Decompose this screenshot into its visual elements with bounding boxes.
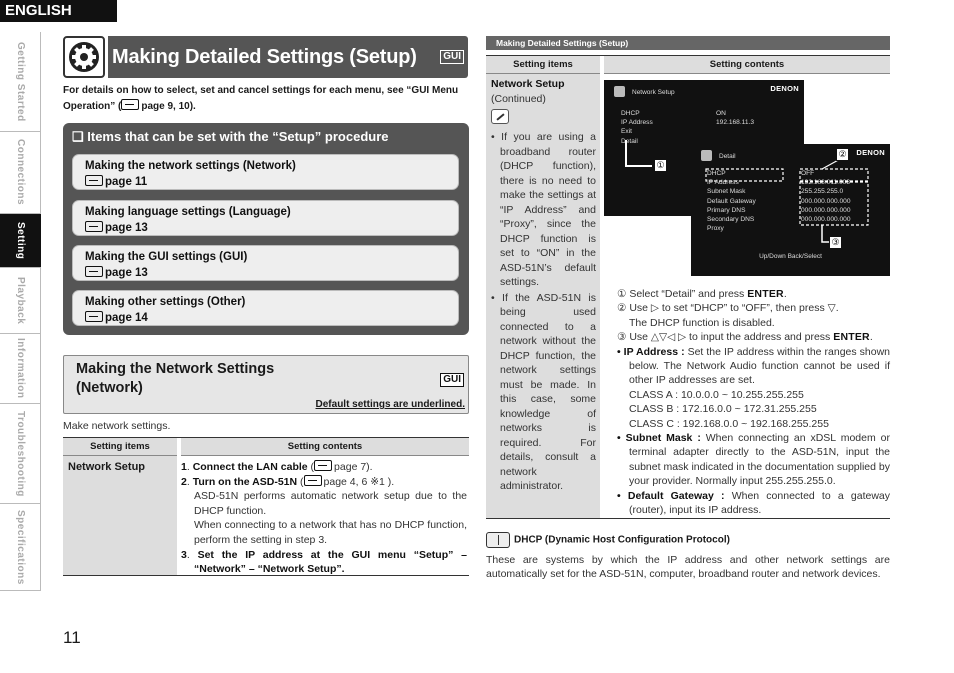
detail-screen: Detail DENON DHCP OFF IP Address 192.168.011.003 Subnet Mask 255.255.255.0 Default Gateway 000.000.000.000 Primary DNS 000.000.000.000 Secondary DNS 000.000.000.000 Proxy Up/Down Back/Select [691, 144, 890, 276]
page-title-bar [108, 36, 468, 78]
network-setup-screen: Network Setup DENON DHCP ON IP Address 192.168.11.3 Exit Detail [604, 80, 804, 216]
page-reference-icon [85, 221, 103, 232]
menu-row[interactable]: Secondary DNS 000.000.000.000 [707, 216, 851, 224]
section-subtitle: (Network) [76, 380, 143, 396]
setup-items-panel [63, 123, 469, 335]
brand-logo: DENON [770, 84, 799, 93]
procedure-steps: ① Select “Detail” and press ENTER. ② Use ▷ to set “DHCP” to “OFF”, then press ▽. The DHCP function is disabled. ③ Use △▽◁ ▷ to input the address and press ENTER. • IP Address : Set the IP address within the ranges shown below. The Network Audio function cannot be used if other IP addresses are set. CLASS A : 10.0.0.0 ~ 10.255.255.255 CLASS B : 172.16.0.0 ~ 172.31.255.255 CLASS C : 192.168.0.0 ~ 192.168.255.255 • Subnet Mask : When connecting an xDSL modem or terminal adapter directly to the ASD-51N, input the subnet mask indicated in the documentation supplied by your provider. Normally input 255.255.255.0. • Default Gateway : When connected to a gateway (router), input its IP address. [617, 288, 890, 517]
book-icon [486, 532, 510, 548]
page-reference-icon [85, 266, 103, 277]
item-language-link[interactable]: Making language settings (Language) page 13 [72, 200, 459, 236]
page-title: Making Detailed Settings (Setup) [112, 45, 417, 68]
side-tab-setting[interactable]: Setting [0, 214, 41, 268]
table-header-contents: Setting contents [604, 56, 890, 74]
defaults-note: Default settings are underlined. [315, 399, 465, 410]
callout-3: ③ [829, 236, 842, 249]
dhcp-body: These are systems by which the IP address and other network settings are automatically set for the ASD-51N, computer, broadband router and network devices. [486, 554, 890, 581]
callout-frames [702, 144, 890, 244]
table-row-item: Network Setup [63, 456, 177, 576]
side-tab-troubleshooting[interactable]: Troubleshooting [0, 404, 41, 504]
intro-text: For details on how to select, set and cancel settings for each menu, see “GUI Menu Operation” ( page 9, 10). [63, 85, 459, 112]
side-tab-getting-started[interactable]: Getting Started [0, 32, 41, 132]
side-tab-playback[interactable]: Playback [0, 268, 41, 334]
gear-icon [63, 36, 105, 78]
setup-gear-icon [614, 86, 625, 97]
make-settings-text: Make network settings. [63, 420, 171, 432]
callout-1: ① [654, 159, 667, 172]
menu-row[interactable]: IP Address 192.168.11.3 [621, 119, 755, 127]
callout-2: ② [836, 148, 849, 161]
page-reference-icon [304, 475, 322, 486]
menu-row[interactable]: DHCP ON [621, 110, 726, 117]
page-reference-icon [85, 175, 103, 186]
item-other-link[interactable]: Making other settings (Other) page 14 [72, 290, 459, 326]
item-network-link[interactable]: Making the network settings (Network) page 11 [72, 154, 459, 190]
menu-row[interactable]: Exit [621, 128, 632, 136]
side-nav [0, 32, 41, 591]
left-settings-table [63, 437, 469, 575]
table-header-items: Setting items [63, 438, 177, 456]
gui-badge: GUI [440, 50, 464, 64]
table-header-contents: Setting contents [181, 438, 469, 456]
running-header: Making Detailed Settings (Setup) [486, 36, 890, 50]
language-tab: ENGLISH [0, 0, 117, 22]
table-bottom-rule [63, 575, 469, 576]
item-gui-link[interactable]: Making the GUI settings (GUI) page 13 [72, 245, 459, 281]
dhcp-heading: DHCP (Dynamic Host Configuration Protocol) [486, 532, 890, 548]
side-tab-connections[interactable]: Connections [0, 132, 41, 214]
table-header-items: Setting items [486, 56, 600, 74]
network-section-header [63, 355, 469, 414]
menu-row[interactable]: Primary DNS 000.000.000.000 [707, 206, 851, 214]
menu-row[interactable]: Proxy [707, 225, 724, 233]
page-reference-icon [121, 99, 139, 110]
side-tab-specifications[interactable]: Specifications [0, 504, 41, 591]
side-tab-information[interactable]: Information [0, 334, 41, 404]
menu-row[interactable]: Subnet Mask 255.255.255.0 [707, 188, 844, 196]
table-row-contents: 1. Connect the LAN cable ( page 7). 2. Turn on the ASD-51N ( page 4, 6 ※1 ). ASD-51N performs automatic network setup due to the DHCP function. When connecting to a network that has no DHCP function, perform the setting in step 3. 3. Set the IP address at the GUI menu “Setup” – “Network” – “Network Setup”. [181, 461, 467, 576]
menu-row[interactable]: Default Gateway 000.000.000.000 [707, 197, 851, 205]
section-title: Making the Network Settings [76, 361, 275, 377]
menu-row[interactable]: Detail [621, 137, 638, 145]
page-reference-icon [85, 311, 103, 322]
table-row-item: Network Setup (Continued) • If you are using a broadband router (DHCP function), there is no need to make the settings at “IP Address” and “Proxy”, since the DHCP function is set to “ON” in the ASD-51N’s default settings. • If the ASD-51N is being used connected to a network without the DHCP function, the network settings must be made. In this case, some knowledge of networks is required. For details, consult a network administrator. [486, 74, 600, 519]
brand-logo: DENON [856, 148, 885, 157]
gui-badge: GUI [440, 373, 464, 387]
note-pencil-icon [491, 109, 509, 124]
page-reference-icon [314, 460, 332, 471]
screen-footer: Up/Down Back/Select [759, 253, 822, 260]
table-bottom-rule [486, 518, 890, 519]
menu-row[interactable]: DHCP OFF [707, 170, 815, 177]
page-number: 11 [63, 628, 81, 647]
items-heading: ❑ Items that can be set with the “Setup” procedure [72, 129, 389, 144]
menu-row[interactable]: IP Address 192.168.011.003 [707, 179, 851, 187]
